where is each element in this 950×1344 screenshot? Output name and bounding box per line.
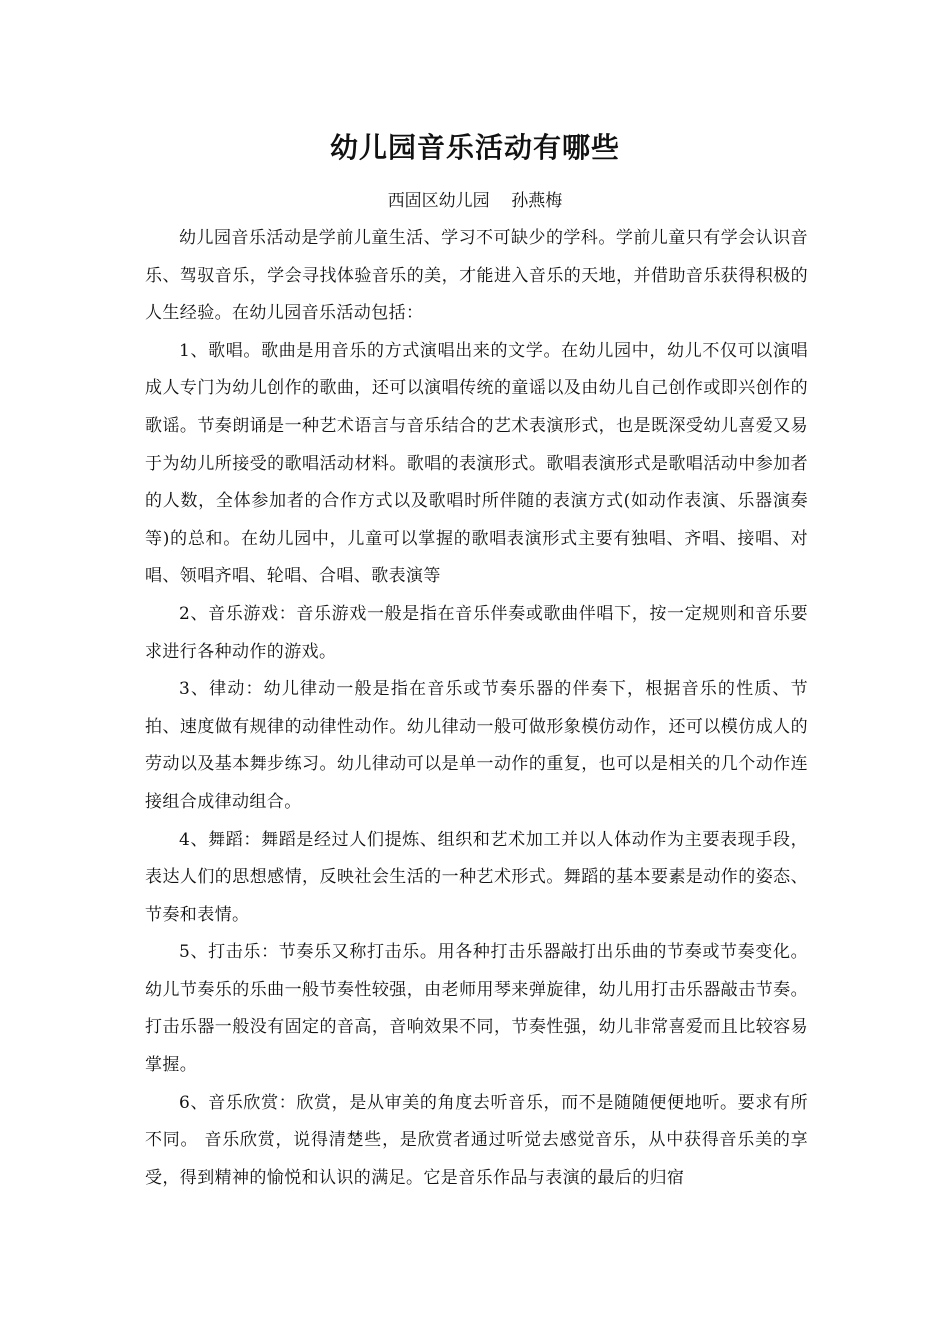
paragraph-singing: 1、歌唱。歌曲是用音乐的方式演唱出来的文学。在幼儿园中，幼儿不仅可以演唱成人专门为幼儿创作的歌曲，还可以演唱传统的童谣以及由幼儿自己创作或即兴创作的歌谣。节奏朗诵是一种艺术语言与音乐结合的艺术表演形式，也是既深受幼儿喜爱又易于为幼儿所接受的歌唱活动材料。歌唱的表演形式。歌唱表演形式是歌唱活动中参加者的人数，全体参加者的合作方式以及歌唱时所伴随的表演方式(如动作表演、乐器演奏等)的总和。在幼儿园中，儿童可以掌握的歌唱表演形式主要有独唱、齐唱、接唱、对唱、领唱齐唱、轮唱、合唱、歌表演等 (145, 340, 808, 587)
document-body (145, 220, 808, 1197)
paragraph-percussion: 5、打击乐：节奏乐又称打击乐。用各种打击乐器敲打出乐曲的节奏或节奏变化。幼儿节奏乐的乐曲一般节奏性较强，由老师用琴来弹旋律，幼儿用打击乐器敲击节奏。打击乐器一般没有固定的音高，音响效果不同，节奏性强，幼儿非常喜爱而且比较容易掌握。 (145, 942, 808, 1076)
paragraph-music-appreciation: 6、音乐欣赏：欣赏，是从审美的角度去听音乐，而不是随随便便地听。要求有所不同。 音乐欣赏，说得清楚些，是欣赏者通过听觉去感觉音乐，从中获得音乐美的享受，得到精神的愉悦和认识的满足。它是音乐作品与表演的最后的归宿 (145, 1092, 808, 1188)
author-line: 西固区幼儿园 孙燕梅 (387, 191, 563, 211)
paragraph-music-games: 2、音乐游戏：音乐游戏一般是指在音乐伴奏或歌曲伴唱下，按一定规则和音乐要求进行各种动作的游戏。 (145, 603, 808, 662)
paragraph-dance: 4、舞蹈：舞蹈是经过人们提炼、组织和艺术加工并以人体动作为主要表现手段，表达人们的思想感情，反映社会生活的一种艺术形式。舞蹈的基本要素是动作的姿态、节奏和表情。 (145, 829, 808, 925)
paragraph-rhythmic-movement: 3、律动：幼儿律动一般是指在音乐或节奏乐器的伴奏下，根据音乐的性质、节拍、速度做有规律的动律性动作。幼儿律动一般可做形象模仿动作，还可以模仿成人的劳动以及基本舞步练习。幼儿律动可以是单一动作的重复，也可以是相关的几个动作连接组合成律动组合。 (145, 679, 808, 812)
paragraph-intro: 幼儿园音乐活动是学前儿童生活、学习不可缺少的学科。学前儿童只有学会认识音乐、驾驭音乐，学会寻找体验音乐的美，才能进入音乐的天地，并借助音乐获得积极的人生经验。在幼儿园音乐活动包括： (145, 228, 808, 324)
document-title: 幼儿园音乐活动有哪些 (329, 131, 620, 164)
